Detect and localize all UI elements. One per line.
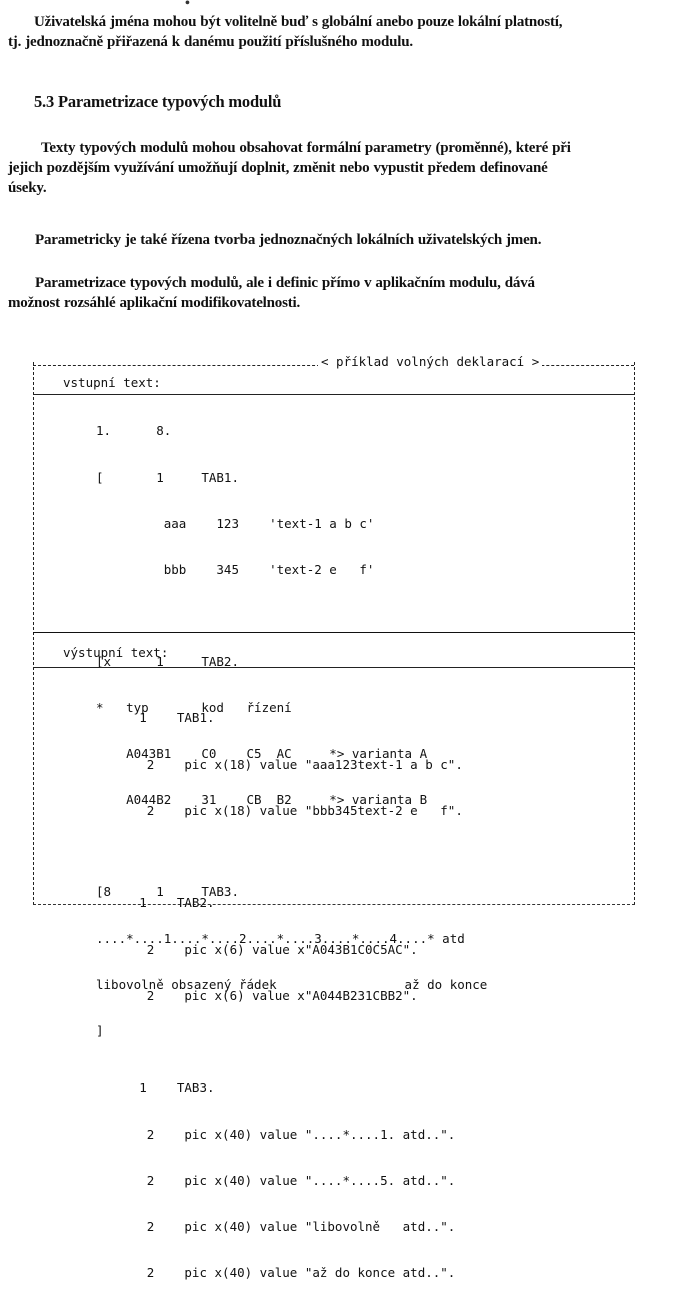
scan-speck: • <box>185 0 190 11</box>
output-line: 1 TAB1. <box>64 710 215 725</box>
input-label: vstupní text: <box>63 375 161 390</box>
p1-line-2: jejich pozdějším využívání umožňují doplnit, změnit nebo vypustit předem definované <box>8 160 548 176</box>
input-line: aaa 123 'text-1 a b c' <box>96 516 375 531</box>
intro-paragraph-cont <box>8 32 680 52</box>
section-divider <box>33 632 634 633</box>
output-line: 2 pic x(6) value x"A043B1C0C5AC". <box>64 942 418 957</box>
intro-paragraph <box>34 12 689 32</box>
p3-line-2: možnost rozsáhlé aplikační modifikovatelnosti. <box>8 295 301 311</box>
output-line: 2 pic x(18) value "aaa123text-1 a b c". <box>64 757 463 772</box>
output-line: 2 pic x(40) value "....*....5. atd..". <box>64 1173 456 1188</box>
output-label: výstupní text: <box>63 645 169 660</box>
output-label-rule <box>33 667 634 668</box>
input-line: [x 1 TAB2. <box>96 654 239 669</box>
input-line: A044B2 31 CB B2 *> varianta B <box>96 792 428 807</box>
section-heading: 5.3 Parametrizace typových modulů <box>34 92 282 111</box>
output-line <box>64 848 463 863</box>
input-line: A043B1 C0 C5 AC *> varianta A <box>96 746 428 761</box>
input-line: * typ kod řízení <box>96 700 292 715</box>
output-line: 1 TAB2. <box>64 895 215 910</box>
output-line: 2 pic x(18) value "bbb345text-2 e f". <box>64 803 463 818</box>
p1-line-3: úseky. <box>8 180 47 196</box>
paragraph-1 <box>8 138 680 198</box>
intro-line-2: tj. jednoznačně přiřazená k danému použití příslušného modulu. <box>8 34 413 50</box>
input-line: [ 1 TAB1. <box>96 470 239 485</box>
p1-line-1: Texty typových modulů mohou obsahovat formální parametry (proměnné), které při <box>41 140 571 156</box>
output-line <box>64 1033 463 1048</box>
paragraph-2 <box>35 230 689 250</box>
input-line: ....*....1....*....2....*....3....*....4....* atd <box>96 931 465 946</box>
input-line <box>96 607 487 622</box>
input-line: bbb 345 'text-2 e f' <box>96 562 375 577</box>
output-line: 1 TAB3. <box>64 1080 215 1095</box>
input-line: ] <box>96 1023 104 1038</box>
output-line: 2 pic x(40) value "....*....1. atd..". <box>64 1127 456 1142</box>
output-text-block <box>64 680 463 1295</box>
input-line: 1. 8. <box>96 423 172 438</box>
output-line: 2 pic x(6) value x"A044B231CBB2". <box>64 988 418 1003</box>
intro-line-1: Uživatelská jména mohou být volitelně buď s globální anebo pouze lokální platností, <box>34 14 563 30</box>
input-line: [8 1 TAB3. <box>96 884 239 899</box>
input-line: libovolně obsazený řádek až do konce <box>96 977 488 992</box>
p3-line-1: Parametrizace typových modulů, ale i definic přímo v aplikačním modulu, dává <box>35 275 535 291</box>
output-line: 2 pic x(40) value "až do konce atd..". <box>64 1265 456 1280</box>
paragraph-3 <box>8 273 680 313</box>
output-line: 2 pic x(40) value "libovolně atd..". <box>64 1219 456 1234</box>
example-legend: < příklad volných deklarací > <box>318 354 542 369</box>
p2-line-1: Parametricky je také řízena tvorba jednoznačných lokálních uživatelských jmen. <box>35 232 542 248</box>
